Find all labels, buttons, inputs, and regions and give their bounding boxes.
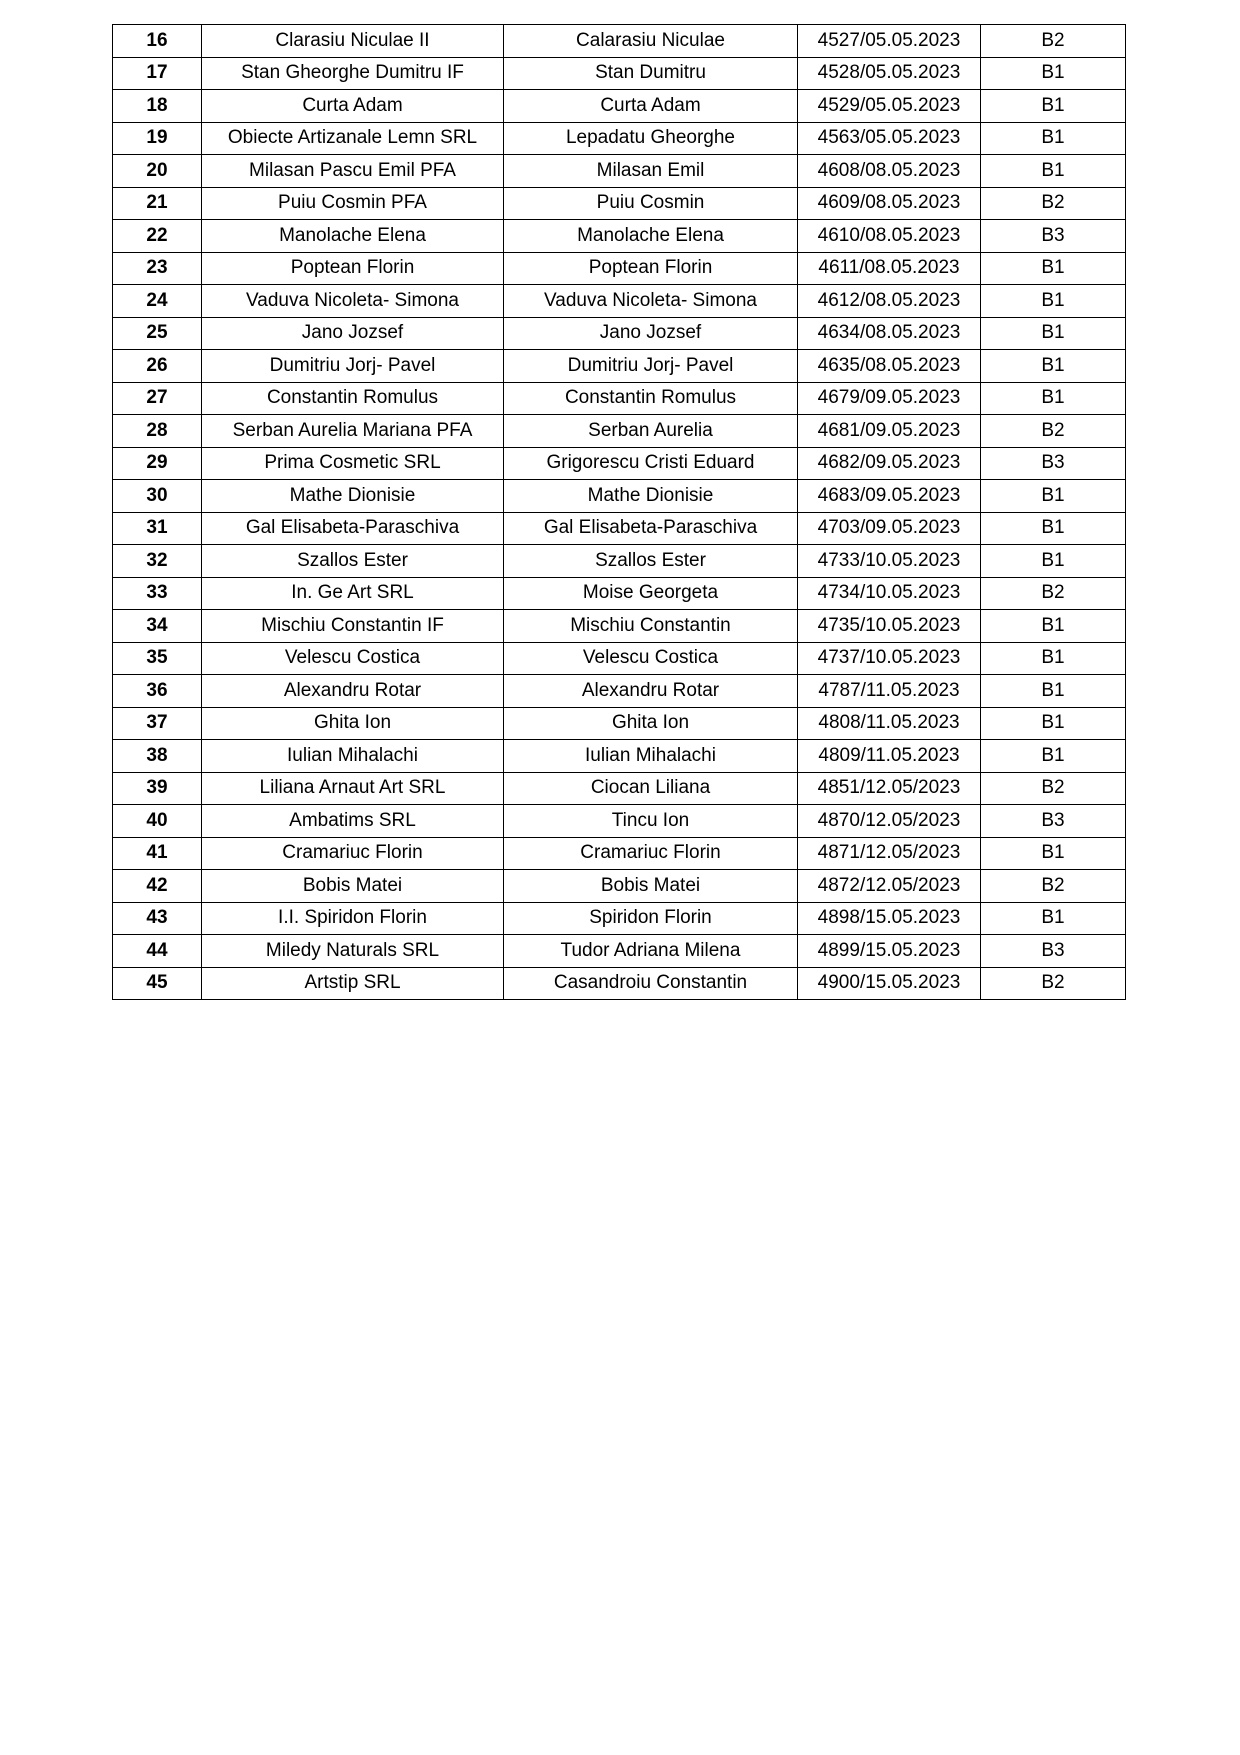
registration-number-cell: 4609/08.05.2023: [798, 187, 981, 220]
row-number-cell: 40: [113, 805, 202, 838]
category-cell: B1: [981, 155, 1126, 188]
registration-number-cell: 4898/15.05.2023: [798, 902, 981, 935]
company-name-cell: Gal Elisabeta-Paraschiva: [202, 512, 504, 545]
row-number-cell: 34: [113, 610, 202, 643]
category-cell: B2: [981, 187, 1126, 220]
company-name-cell: Milasan Pascu Emil PFA: [202, 155, 504, 188]
category-cell: B1: [981, 122, 1126, 155]
row-number-cell: 33: [113, 577, 202, 610]
category-cell: B1: [981, 480, 1126, 513]
registration-number-cell: 4612/08.05.2023: [798, 285, 981, 318]
category-cell: B1: [981, 382, 1126, 415]
representative-name-cell: Gal Elisabeta-Paraschiva: [504, 512, 798, 545]
registration-number-cell: 4635/08.05.2023: [798, 350, 981, 383]
representative-name-cell: Tincu Ion: [504, 805, 798, 838]
row-number-cell: 21: [113, 187, 202, 220]
row-number-cell: 29: [113, 447, 202, 480]
table-row: [113, 187, 1126, 220]
company-name-cell: Prima Cosmetic SRL: [202, 447, 504, 480]
representative-name-cell: Mathe Dionisie: [504, 480, 798, 513]
row-number-cell: 23: [113, 252, 202, 285]
representative-name-cell: Milasan Emil: [504, 155, 798, 188]
company-name-cell: Ambatims SRL: [202, 805, 504, 838]
table-row: [113, 837, 1126, 870]
representative-name-cell: Ghita Ion: [504, 707, 798, 740]
category-cell: B1: [981, 350, 1126, 383]
table-row: [113, 707, 1126, 740]
representative-name-cell: Mischiu Constantin: [504, 610, 798, 643]
category-cell: B3: [981, 935, 1126, 968]
company-name-cell: Obiecte Artizanale Lemn SRL: [202, 122, 504, 155]
table-row: [113, 545, 1126, 578]
category-cell: B1: [981, 285, 1126, 318]
company-name-cell: Poptean Florin: [202, 252, 504, 285]
row-number-cell: 30: [113, 480, 202, 513]
registration-number-cell: 4870/12.05/2023: [798, 805, 981, 838]
representative-name-cell: Manolache Elena: [504, 220, 798, 253]
category-cell: B1: [981, 252, 1126, 285]
registration-number-cell: 4634/08.05.2023: [798, 317, 981, 350]
registration-number-cell: 4679/09.05.2023: [798, 382, 981, 415]
representative-name-cell: Vaduva Nicoleta- Simona: [504, 285, 798, 318]
representative-name-cell: Szallos Ester: [504, 545, 798, 578]
row-number-cell: 44: [113, 935, 202, 968]
table-row: [113, 772, 1126, 805]
row-number-cell: 16: [113, 25, 202, 58]
representative-name-cell: Cramariuc Florin: [504, 837, 798, 870]
row-number-cell: 27: [113, 382, 202, 415]
table-row: [113, 675, 1126, 708]
representative-name-cell: Curta Adam: [504, 90, 798, 123]
representative-name-cell: Jano Jozsef: [504, 317, 798, 350]
category-cell: B2: [981, 25, 1126, 58]
category-cell: B3: [981, 805, 1126, 838]
representative-name-cell: Tudor Adriana Milena: [504, 935, 798, 968]
category-cell: B3: [981, 447, 1126, 480]
registration-number-cell: 4899/15.05.2023: [798, 935, 981, 968]
representative-name-cell: Moise Georgeta: [504, 577, 798, 610]
table-row: [113, 415, 1126, 448]
representative-name-cell: Lepadatu Gheorghe: [504, 122, 798, 155]
company-name-cell: Alexandru Rotar: [202, 675, 504, 708]
category-cell: B1: [981, 902, 1126, 935]
row-number-cell: 19: [113, 122, 202, 155]
company-name-cell: Clarasiu Niculae II: [202, 25, 504, 58]
category-cell: B2: [981, 577, 1126, 610]
category-cell: B2: [981, 870, 1126, 903]
company-name-cell: Mathe Dionisie: [202, 480, 504, 513]
company-name-cell: Vaduva Nicoleta- Simona: [202, 285, 504, 318]
category-cell: B1: [981, 610, 1126, 643]
company-name-cell: Iulian Mihalachi: [202, 740, 504, 773]
registry-table-body: [113, 25, 1126, 1000]
row-number-cell: 17: [113, 57, 202, 90]
registration-number-cell: 4703/09.05.2023: [798, 512, 981, 545]
row-number-cell: 41: [113, 837, 202, 870]
category-cell: B2: [981, 415, 1126, 448]
registration-number-cell: 4563/05.05.2023: [798, 122, 981, 155]
company-name-cell: Ghita Ion: [202, 707, 504, 740]
table-row: [113, 642, 1126, 675]
table-row: [113, 25, 1126, 58]
registration-number-cell: 4735/10.05.2023: [798, 610, 981, 643]
table-row: [113, 155, 1126, 188]
table-row: [113, 122, 1126, 155]
table-row: [113, 967, 1126, 1000]
representative-name-cell: Casandroiu Constantin: [504, 967, 798, 1000]
representative-name-cell: Poptean Florin: [504, 252, 798, 285]
registration-number-cell: 4900/15.05.2023: [798, 967, 981, 1000]
table-row: [113, 870, 1126, 903]
category-cell: B1: [981, 90, 1126, 123]
representative-name-cell: Constantin Romulus: [504, 382, 798, 415]
company-name-cell: Puiu Cosmin PFA: [202, 187, 504, 220]
representative-name-cell: Dumitriu Jorj- Pavel: [504, 350, 798, 383]
company-name-cell: Dumitriu Jorj- Pavel: [202, 350, 504, 383]
representative-name-cell: Serban Aurelia: [504, 415, 798, 448]
company-name-cell: Stan Gheorghe Dumitru IF: [202, 57, 504, 90]
row-number-cell: 20: [113, 155, 202, 188]
row-number-cell: 36: [113, 675, 202, 708]
representative-name-cell: Iulian Mihalachi: [504, 740, 798, 773]
table-row: [113, 902, 1126, 935]
category-cell: B3: [981, 220, 1126, 253]
row-number-cell: 43: [113, 902, 202, 935]
table-row: [113, 57, 1126, 90]
representative-name-cell: Bobis Matei: [504, 870, 798, 903]
table-row: [113, 350, 1126, 383]
table-row: [113, 480, 1126, 513]
category-cell: B1: [981, 707, 1126, 740]
table-row: [113, 252, 1126, 285]
row-number-cell: 32: [113, 545, 202, 578]
company-name-cell: Szallos Ester: [202, 545, 504, 578]
company-name-cell: Artstip SRL: [202, 967, 504, 1000]
company-name-cell: Mischiu Constantin IF: [202, 610, 504, 643]
registration-number-cell: 4733/10.05.2023: [798, 545, 981, 578]
company-name-cell: Bobis Matei: [202, 870, 504, 903]
table-row: [113, 220, 1126, 253]
registration-number-cell: 4872/12.05/2023: [798, 870, 981, 903]
row-number-cell: 24: [113, 285, 202, 318]
table-row: [113, 805, 1126, 838]
representative-name-cell: Spiridon Florin: [504, 902, 798, 935]
registration-number-cell: 4683/09.05.2023: [798, 480, 981, 513]
company-name-cell: Curta Adam: [202, 90, 504, 123]
registration-number-cell: 4851/12.05/2023: [798, 772, 981, 805]
table-row: [113, 740, 1126, 773]
registration-number-cell: 4611/08.05.2023: [798, 252, 981, 285]
representative-name-cell: Velescu Costica: [504, 642, 798, 675]
table-row: [113, 935, 1126, 968]
registration-number-cell: 4529/05.05.2023: [798, 90, 981, 123]
company-name-cell: Jano Jozsef: [202, 317, 504, 350]
row-number-cell: 42: [113, 870, 202, 903]
row-number-cell: 26: [113, 350, 202, 383]
table-row: [113, 577, 1126, 610]
table-row: [113, 447, 1126, 480]
table-row: [113, 90, 1126, 123]
registration-number-cell: 4682/09.05.2023: [798, 447, 981, 480]
representative-name-cell: Calarasiu Niculae: [504, 25, 798, 58]
category-cell: B1: [981, 642, 1126, 675]
company-name-cell: Constantin Romulus: [202, 382, 504, 415]
category-cell: B1: [981, 740, 1126, 773]
registration-number-cell: 4734/10.05.2023: [798, 577, 981, 610]
category-cell: B1: [981, 545, 1126, 578]
registration-number-cell: 4808/11.05.2023: [798, 707, 981, 740]
registry-table: [112, 24, 1126, 1000]
registration-number-cell: 4737/10.05.2023: [798, 642, 981, 675]
representative-name-cell: Puiu Cosmin: [504, 187, 798, 220]
registration-number-cell: 4809/11.05.2023: [798, 740, 981, 773]
company-name-cell: Liliana Arnaut Art SRL: [202, 772, 504, 805]
registration-number-cell: 4787/11.05.2023: [798, 675, 981, 708]
company-name-cell: I.I. Spiridon Florin: [202, 902, 504, 935]
representative-name-cell: Alexandru Rotar: [504, 675, 798, 708]
row-number-cell: 38: [113, 740, 202, 773]
row-number-cell: 37: [113, 707, 202, 740]
row-number-cell: 22: [113, 220, 202, 253]
category-cell: B1: [981, 512, 1126, 545]
representative-name-cell: Stan Dumitru: [504, 57, 798, 90]
table-row: [113, 317, 1126, 350]
registration-number-cell: 4871/12.05/2023: [798, 837, 981, 870]
representative-name-cell: Ciocan Liliana: [504, 772, 798, 805]
registration-number-cell: 4608/08.05.2023: [798, 155, 981, 188]
company-name-cell: Velescu Costica: [202, 642, 504, 675]
category-cell: B1: [981, 837, 1126, 870]
table-row: [113, 610, 1126, 643]
registration-number-cell: 4528/05.05.2023: [798, 57, 981, 90]
row-number-cell: 25: [113, 317, 202, 350]
registration-number-cell: 4610/08.05.2023: [798, 220, 981, 253]
table-row: [113, 285, 1126, 318]
company-name-cell: Cramariuc Florin: [202, 837, 504, 870]
row-number-cell: 45: [113, 967, 202, 1000]
company-name-cell: Serban Aurelia Mariana PFA: [202, 415, 504, 448]
category-cell: B2: [981, 967, 1126, 1000]
row-number-cell: 18: [113, 90, 202, 123]
registration-number-cell: 4681/09.05.2023: [798, 415, 981, 448]
category-cell: B1: [981, 675, 1126, 708]
company-name-cell: Miledy Naturals SRL: [202, 935, 504, 968]
table-row: [113, 512, 1126, 545]
representative-name-cell: Grigorescu Cristi Eduard: [504, 447, 798, 480]
company-name-cell: Manolache Elena: [202, 220, 504, 253]
row-number-cell: 35: [113, 642, 202, 675]
row-number-cell: 31: [113, 512, 202, 545]
row-number-cell: 39: [113, 772, 202, 805]
category-cell: B1: [981, 317, 1126, 350]
category-cell: B1: [981, 57, 1126, 90]
company-name-cell: In. Ge Art SRL: [202, 577, 504, 610]
table-row: [113, 382, 1126, 415]
category-cell: B2: [981, 772, 1126, 805]
registration-number-cell: 4527/05.05.2023: [798, 25, 981, 58]
row-number-cell: 28: [113, 415, 202, 448]
